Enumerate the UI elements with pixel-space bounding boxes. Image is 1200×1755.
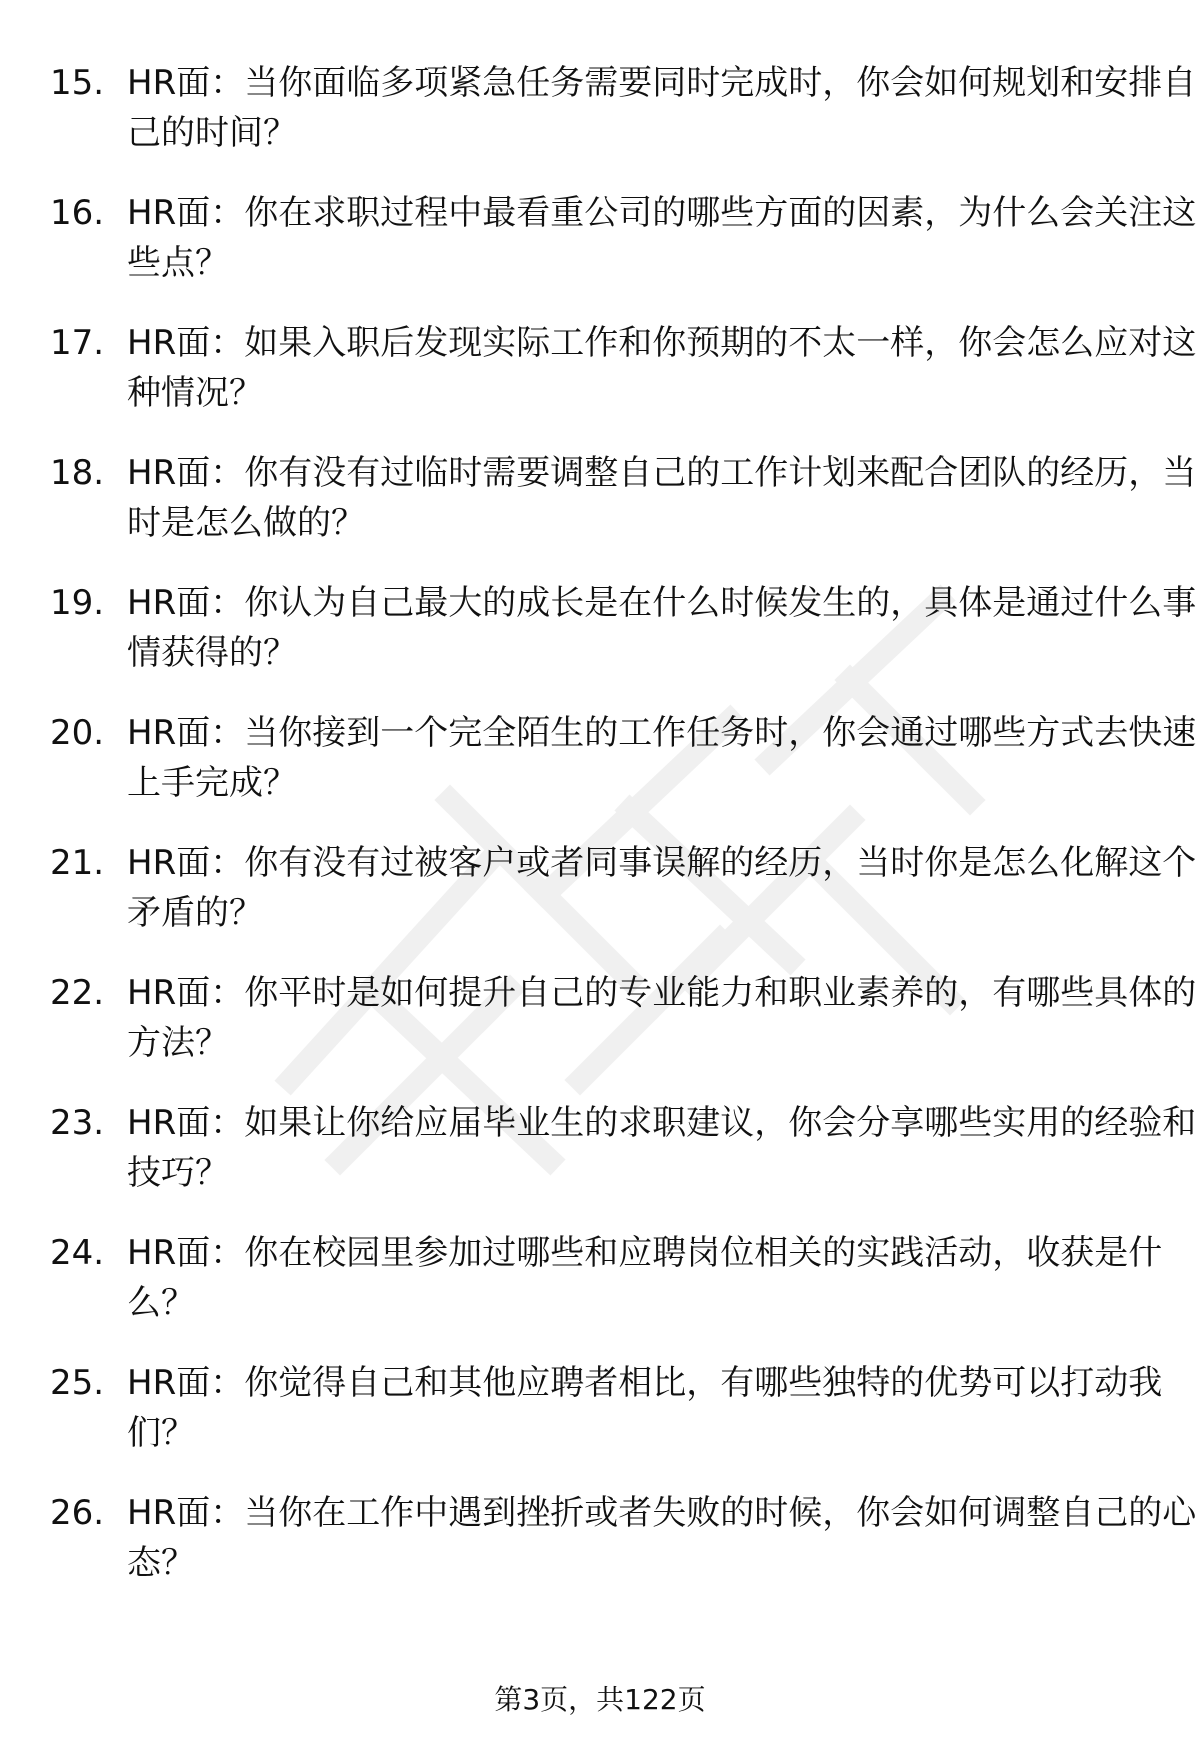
question-number: 17. — [50, 323, 105, 363]
question-text: HR面：当你接到一个完全陌生的工作任务时，你会通过哪些方式去快速上手完成？ — [127, 713, 1197, 803]
question-text: HR面：你觉得自己和其他应聘者相比，有哪些独特的优势可以打动我们？ — [127, 1363, 1163, 1453]
question-item — [50, 838, 1197, 968]
question-number: 18. — [50, 453, 105, 493]
question-number: 20. — [50, 713, 105, 753]
page-number-footer: 第3页，共122页 — [494, 1683, 706, 1716]
question-number: 21. — [50, 843, 105, 883]
question-number: 19. — [50, 583, 105, 623]
question-text: HR面：你有没有过被客户或者同事误解的经历，当时你是怎么化解这个矛盾的？ — [127, 843, 1197, 933]
question-text: HR面：你认为自己最大的成长是在什么时候发生的，具体是通过什么事情获得的？ — [127, 583, 1197, 673]
question-item — [50, 188, 1197, 318]
question-item — [50, 708, 1197, 838]
question-number: 15. — [50, 63, 105, 103]
question-item — [50, 58, 1197, 188]
question-text: HR面：当你面临多项紧急任务需要同时完成时，你会如何规划和安排自己的时间？ — [127, 63, 1197, 153]
question-text: HR面：你有没有过临时需要调整自己的工作计划来配合团队的经历，当时是怎么做的？ — [127, 453, 1197, 543]
question-item — [50, 1488, 1197, 1618]
question-number: 24. — [50, 1233, 105, 1273]
question-item — [50, 578, 1197, 708]
question-text: HR面：你在求职过程中最看重公司的哪些方面的因素，为什么会关注这些点？ — [127, 193, 1197, 283]
question-number: 22. — [50, 973, 105, 1013]
question-item — [50, 968, 1197, 1098]
question-item — [50, 1098, 1197, 1228]
question-list — [50, 58, 1197, 1618]
question-text: HR面：当你在工作中遇到挫折或者失败的时候，你会如何调整自己的心态？ — [127, 1493, 1197, 1583]
question-text: HR面：你在校园里参加过哪些和应聘岗位相关的实践活动，收获是什么？ — [127, 1233, 1163, 1323]
question-item — [50, 1358, 1163, 1488]
question-item — [50, 448, 1197, 578]
question-number: 16. — [50, 193, 105, 233]
question-number: 23. — [50, 1103, 105, 1143]
question-number: 25. — [50, 1363, 105, 1403]
question-text: HR面：如果入职后发现实际工作和你预期的不太一样，你会怎么应对这种情况？ — [127, 323, 1197, 413]
question-number: 26. — [50, 1493, 105, 1533]
question-item — [50, 318, 1197, 448]
question-item — [50, 1228, 1163, 1358]
question-text: HR面：你平时是如何提升自己的专业能力和职业素养的，有哪些具体的方法？ — [127, 973, 1197, 1063]
question-text: HR面：如果让你给应届毕业生的求职建议，你会分享哪些实用的经验和技巧？ — [127, 1103, 1197, 1193]
